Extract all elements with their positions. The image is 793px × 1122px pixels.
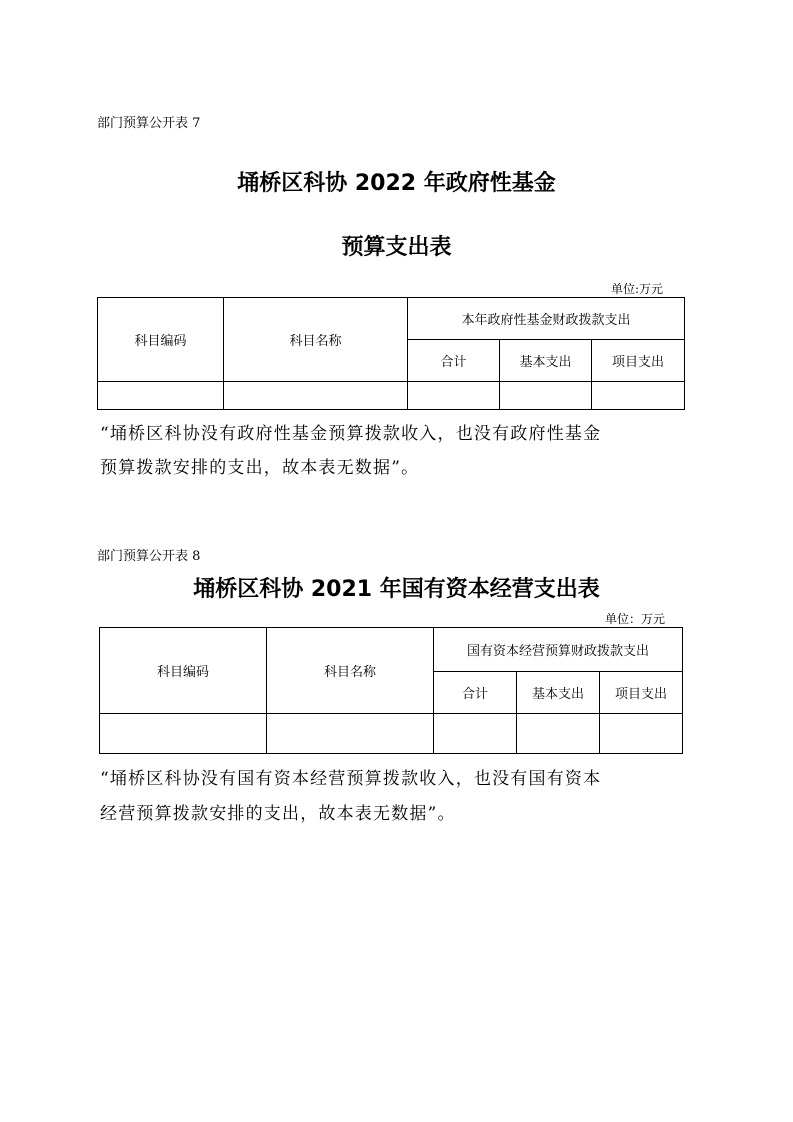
table-cell <box>434 714 517 754</box>
table8-header-name: 科目名称 <box>267 628 434 714</box>
table-cell <box>267 714 434 754</box>
table-cell <box>600 714 683 754</box>
table8-header-project: 项目支出 <box>600 672 683 714</box>
table8-label: 部门预算公开表 8 <box>97 549 201 564</box>
table8-empty-row <box>100 714 683 754</box>
table-cell <box>224 382 408 410</box>
table8-header-group: 国有资本经营预算财政拨款支出 <box>434 628 683 672</box>
table-cell <box>98 382 224 410</box>
table7-header-basic: 基本支出 <box>500 340 592 382</box>
table-cell <box>517 714 600 754</box>
table7-header-name: 科目名称 <box>224 298 408 382</box>
table7-header-total: 合计 <box>408 340 500 382</box>
table7 <box>97 297 685 410</box>
table-cell <box>408 382 500 410</box>
table-cell <box>592 382 685 410</box>
table8-header-total: 合计 <box>434 672 517 714</box>
table7-empty-row <box>98 382 685 410</box>
table7-title-line1: 埇桥区科协 2022 年政府性基金 <box>237 171 556 196</box>
table7-title-line2: 预算支出表 <box>341 235 452 260</box>
table8 <box>99 627 683 754</box>
table-cell <box>100 714 267 754</box>
table8-note-line1: “埇桥区科协没有国有资本经营预算拨款收入，也没有国有资本 <box>100 769 602 789</box>
table7-note-line1: “埇桥区科协没有政府性基金预算拨款收入，也没有政府性基金 <box>100 424 602 444</box>
table7-label: 部门预算公开表 7 <box>97 116 201 131</box>
table7-header-code: 科目编码 <box>98 298 224 382</box>
table7-note-line2: 预算拨款安排的支出，故本表无数据”。 <box>100 458 420 478</box>
table7-header-group: 本年政府性基金财政拨款支出 <box>408 298 685 340</box>
table8-title: 埇桥区科协 2021 年国有资本经营支出表 <box>193 577 600 602</box>
table8-note-line2: 经营预算拨款安排的支出，故本表无数据”。 <box>100 804 456 824</box>
table8-unit: 单位：万元 <box>604 612 665 626</box>
table8-header-basic: 基本支出 <box>517 672 600 714</box>
table7-header-project: 项目支出 <box>592 340 685 382</box>
table7-unit: 单位:万元 <box>610 282 663 296</box>
table-cell <box>500 382 592 410</box>
table8-header-code: 科目编码 <box>100 628 267 714</box>
